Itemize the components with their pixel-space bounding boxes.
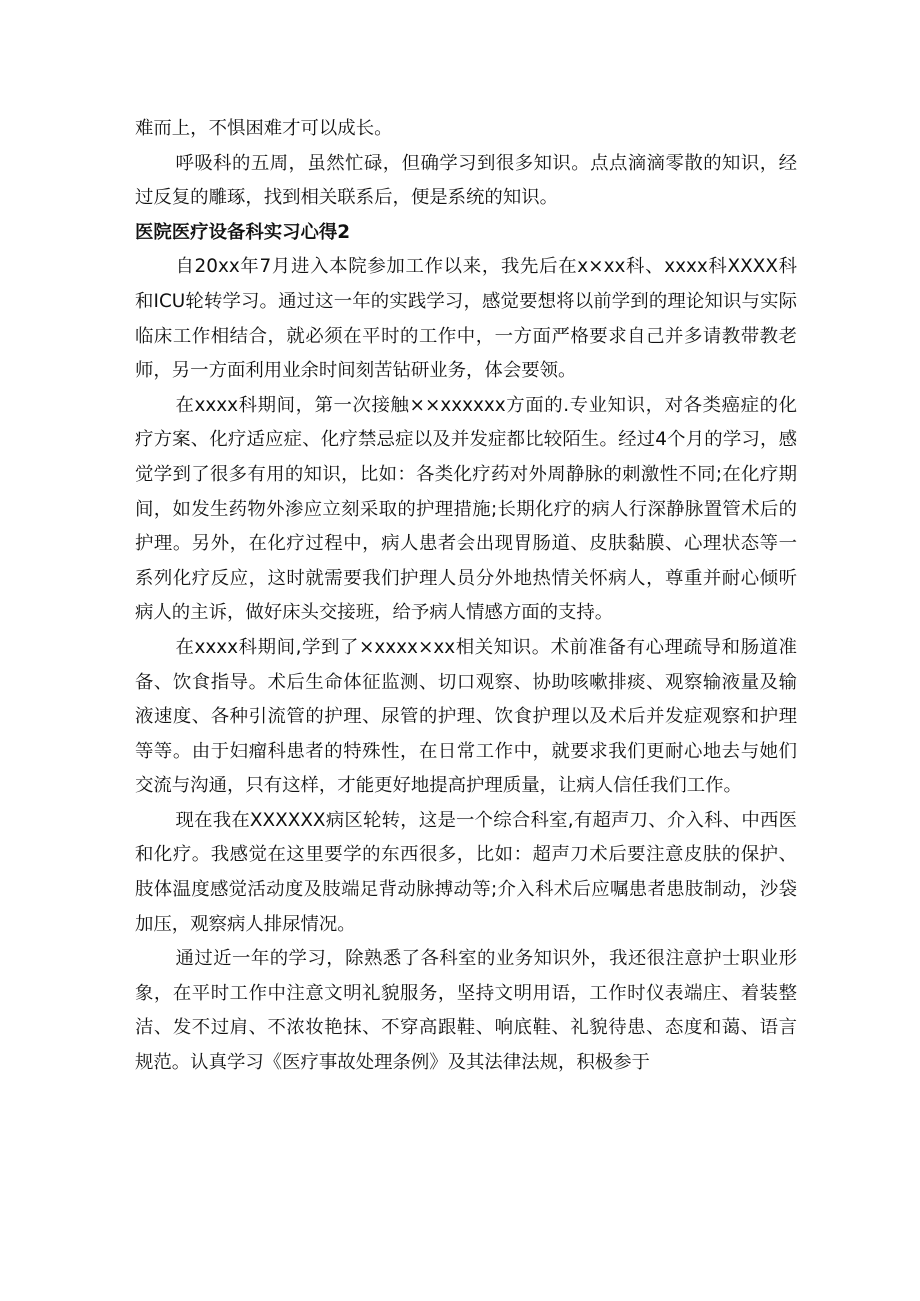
paragraph-3: 自20xx年7月进入本院参加工作以来，我先后在x×xx科、xxxx科XXXX科和ICU轮转学习。通过这一年的实践学习，感觉要想将以前学到的理论知识与实际临床工作相结合，就必须在平时的工作中，一方面严格要求自己并多请教带教老师，另一方面利用业余时间刻苦钻研业务，体会要领。 (135, 256, 797, 382)
paragraph-7: 通过近一年的学习，除熟悉了各科室的业务知识外，我还很注意护士职业形象，在平时工作中注意文明礼貌服务，坚持文明用语，工作时仪表端庄、着装整洁、发不过肩、不浓妆艳抹、不穿高跟鞋、响底鞋、礼貌待患、态度和蔼、语言规范。认真学习《医疗事故处理条例》及其法律法规，积极参于 (135, 948, 797, 1074)
section-heading: 医院医疗设备科实习心得2 (135, 221, 351, 243)
paragraph-2: 呼吸科的五周，虽然忙碌，但确学习到很多知识。点点滴滴零散的知识，经过反复的雕琢，找到相关联系后，便是系统的知识。 (135, 152, 797, 209)
paragraph-6: 现在我在XXXXXX病区轮转，这是一个综合科室,有超声刀、介入科、中西医和化疗。我感觉在这里要学的东西很多，比如：超声刀术后要注意皮肤的保护、肢体温度感觉活动度及肢端足背动脉搏动等;介入科术后应嘱患者患肢制动，沙袋加压，观察病人排尿情况。 (135, 809, 797, 935)
document-page (135, 112, 797, 1081)
paragraph-1: 难而上，不惧困难才可以成长。 (135, 118, 393, 139)
paragraph-5: 在xxxx科期间,学到了×xxxx×xx相关知识。术前准备有心理疏导和肠道准备、饮食指导。术后生命体征监测、切口观察、协助咳嗽排痰、观察输液量及输液速度、各种引流管的护理、尿管的护理、饮食护理以及术后并发症观察和护理等等。由于妇瘤科患者的特殊性，在日常工作中，就要求我们更耐心地去与她们交流与沟通，只有这样，才能更好地提高护理质量，让病人信任我们工作。 (135, 636, 797, 797)
paragraph-4: 在xxxx科期间，第一次接触××xxxxxx方面的.专业知识，对各类癌症的化疗方案、化疗适应症、化疗禁忌症以及并发症都比较陌生。经过4个月的学习，感觉学到了很多有用的知识，比如：各类化疗药对外周静脉的刺激性不同;在化疗期间，如发生药物外渗应立刻采取的护理措施;长期化疗的病人行深静脉置管术后的护理。另外，在化疗过程中，病人患者会出现胃肠道、皮肤黏膜、心理状态等一系列化疗反应，这时就需要我们护理人员分外地热情关怀病人，尊重并耐心倾听病人的主诉，做好床头交接班，给予病人情感方面的支持。 (135, 394, 797, 624)
